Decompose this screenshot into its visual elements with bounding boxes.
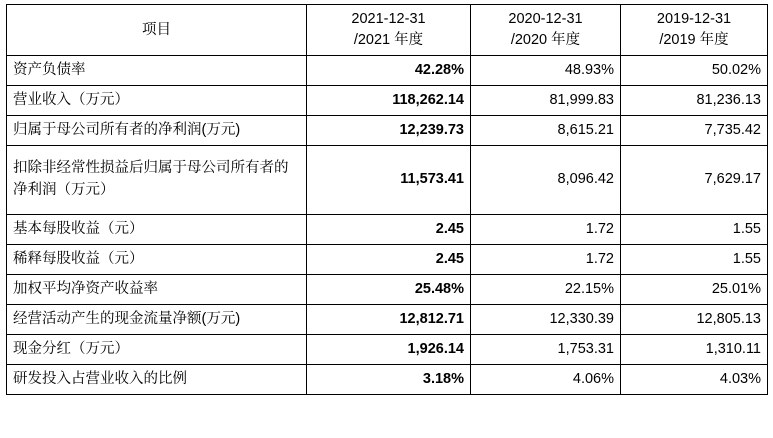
row-value-2019: 1.55 xyxy=(621,244,768,274)
table-header-row xyxy=(7,5,768,56)
row-label: 加权平均净资产收益率 xyxy=(7,274,307,304)
header-cell-item xyxy=(7,5,307,56)
row-value-2019: 12,805.13 xyxy=(621,304,768,334)
header-2021-period: /2021 年度 xyxy=(353,32,424,49)
header-cell-2019 xyxy=(621,5,768,56)
table-row xyxy=(7,56,768,86)
row-value-2021: 3.18% xyxy=(307,364,471,394)
row-value-2021: 2.45 xyxy=(307,244,471,274)
table-header xyxy=(7,5,768,56)
row-label: 资产负债率 xyxy=(7,56,307,86)
row-value-2020: 48.93% xyxy=(471,56,621,86)
row-label: 基本每股收益（元） xyxy=(7,214,307,244)
row-value-2020: 1.72 xyxy=(471,244,621,274)
header-2019-date: 2019-12-31 xyxy=(656,11,732,27)
table-row xyxy=(7,334,768,364)
table-row xyxy=(7,214,768,244)
table-row xyxy=(7,364,768,394)
row-value-2021: 11,573.41 xyxy=(307,146,471,215)
header-2021-date: 2021-12-31 xyxy=(351,11,426,27)
row-value-2020: 81,999.83 xyxy=(471,86,621,116)
header-2020-date: 2020-12-31 xyxy=(508,11,583,27)
row-value-2020: 8,615.21 xyxy=(471,116,621,146)
row-value-2019: 81,236.13 xyxy=(621,86,768,116)
row-label: 经营活动产生的现金流量净额(万元) xyxy=(7,304,307,334)
row-value-2019: 25.01% xyxy=(621,274,768,304)
header-2020-period: /2020 年度 xyxy=(510,32,581,49)
row-value-2021: 1,926.14 xyxy=(307,334,471,364)
row-label: 归属于母公司所有者的净利润(万元) xyxy=(7,116,307,146)
row-value-2021: 118,262.14 xyxy=(307,86,471,116)
row-value-2019: 7,735.42 xyxy=(621,116,768,146)
row-value-2019: 4.03% xyxy=(621,364,768,394)
row-label: 扣除非经常性损益后归属于母公司所有者的净利润（万元） xyxy=(7,146,307,215)
row-value-2021: 12,812.71 xyxy=(307,304,471,334)
table-row xyxy=(7,304,768,334)
header-cell-2020 xyxy=(471,5,621,56)
row-value-2020: 8,096.42 xyxy=(471,146,621,215)
row-value-2021: 42.28% xyxy=(307,56,471,86)
row-value-2019: 1.55 xyxy=(621,214,768,244)
header-2019-period: /2019 年度 xyxy=(659,32,729,49)
row-value-2020: 12,330.39 xyxy=(471,304,621,334)
row-value-2019: 7,629.17 xyxy=(621,146,768,215)
row-value-2020: 22.15% xyxy=(471,274,621,304)
header-item-label: 项目 xyxy=(142,21,171,38)
row-label: 营业收入（万元） xyxy=(7,86,307,116)
table-row xyxy=(7,244,768,274)
row-value-2021: 2.45 xyxy=(307,214,471,244)
row-value-2021: 12,239.73 xyxy=(307,116,471,146)
row-value-2019: 50.02% xyxy=(621,56,768,86)
row-label: 现金分红（万元） xyxy=(7,334,307,364)
row-value-2019: 1,310.11 xyxy=(621,334,768,364)
row-value-2020: 1.72 xyxy=(471,214,621,244)
table-body xyxy=(7,56,768,395)
row-value-2020: 4.06% xyxy=(471,364,621,394)
table-row xyxy=(7,116,768,146)
table-row xyxy=(7,274,768,304)
row-value-2021: 25.48% xyxy=(307,274,471,304)
table-row xyxy=(7,146,768,215)
row-label: 稀释每股收益（元） xyxy=(7,244,307,274)
row-value-2020: 1,753.31 xyxy=(471,334,621,364)
header-cell-2021 xyxy=(307,5,471,56)
row-label: 研发投入占营业收入的比例 xyxy=(7,364,307,394)
financial-summary-table xyxy=(6,4,768,395)
table-row xyxy=(7,86,768,116)
